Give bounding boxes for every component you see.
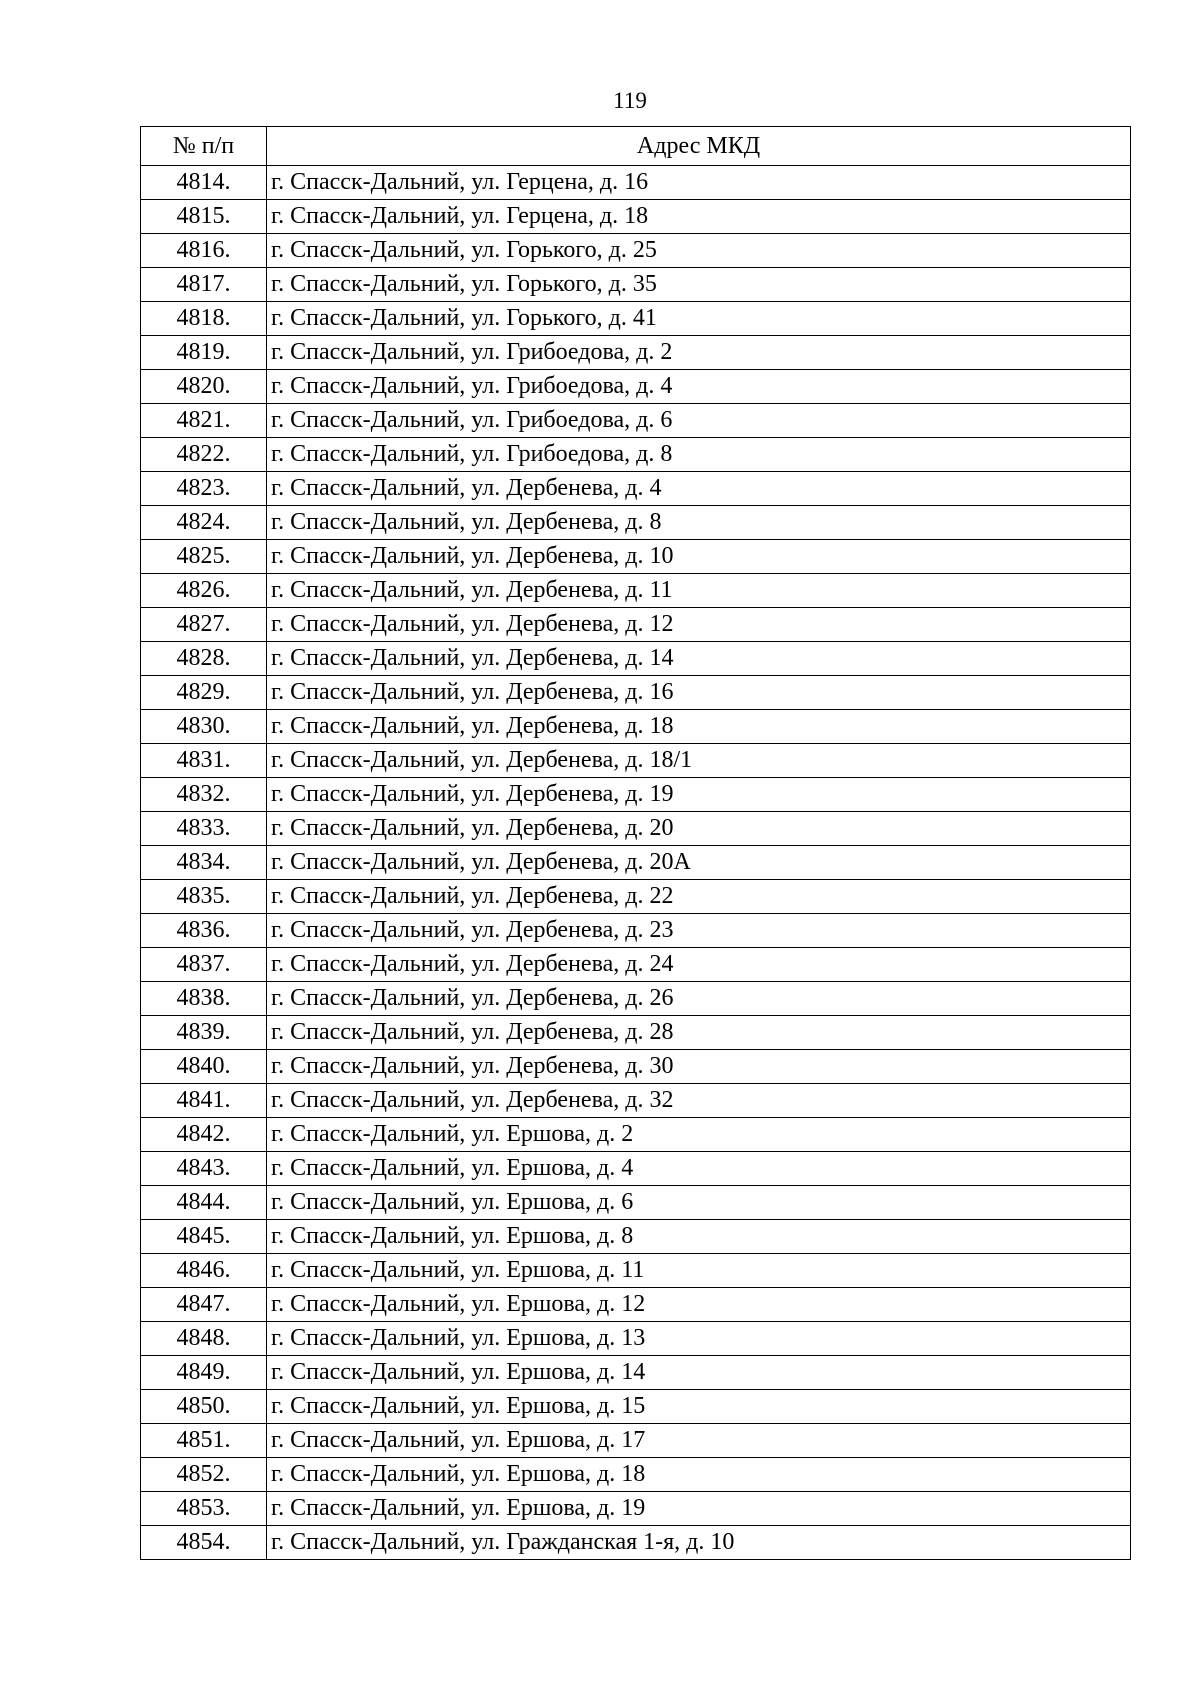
row-address: г. Спасск-Дальний, ул. Ершова, д. 13 [267,1322,1131,1356]
row-number: 4819. [141,336,267,370]
table-row [141,1356,1131,1390]
row-address: г. Спасск-Дальний, ул. Ершова, д. 2 [267,1118,1131,1152]
table-row [141,302,1131,336]
row-address: г. Спасск-Дальний, ул. Грибоедова, д. 8 [267,438,1131,472]
row-number: 4838. [141,982,267,1016]
table-row [141,1254,1131,1288]
table-row [141,676,1131,710]
row-address: г. Спасск-Дальний, ул. Ершова, д. 12 [267,1288,1131,1322]
table-row [141,608,1131,642]
table-row [141,1322,1131,1356]
row-address: г. Спасск-Дальний, ул. Грибоедова, д. 2 [267,336,1131,370]
row-number: 4832. [141,778,267,812]
row-number: 4851. [141,1424,267,1458]
row-number: 4843. [141,1152,267,1186]
table-row [141,234,1131,268]
table-row [141,1050,1131,1084]
row-number: 4845. [141,1220,267,1254]
row-number: 4822. [141,438,267,472]
row-address: г. Спасск-Дальний, ул. Ершова, д. 17 [267,1424,1131,1458]
row-address: г. Спасск-Дальний, ул. Ершова, д. 8 [267,1220,1131,1254]
row-address: г. Спасск-Дальний, ул. Дербенева, д. 28 [267,1016,1131,1050]
table-row [141,846,1131,880]
row-number: 4841. [141,1084,267,1118]
table-row [141,982,1131,1016]
table-row [141,812,1131,846]
row-number: 4826. [141,574,267,608]
table-row [141,472,1131,506]
row-address: г. Спасск-Дальний, ул. Дербенева, д. 32 [267,1084,1131,1118]
row-number: 4846. [141,1254,267,1288]
table-row [141,1492,1131,1526]
row-address: г. Спасск-Дальний, ул. Ершова, д. 4 [267,1152,1131,1186]
table-row [141,540,1131,574]
row-number: 4842. [141,1118,267,1152]
row-address: г. Спасск-Дальний, ул. Дербенева, д. 18/1 [267,744,1131,778]
row-number: 4818. [141,302,267,336]
row-address: г. Спасск-Дальний, ул. Дербенева, д. 22 [267,880,1131,914]
row-address: г. Спасск-Дальний, ул. Герцена, д. 16 [267,166,1131,200]
table-row [141,1084,1131,1118]
row-number: 4835. [141,880,267,914]
row-number: 4849. [141,1356,267,1390]
header-address: Адрес МКД [267,127,1131,166]
row-number: 4848. [141,1322,267,1356]
table-row [141,268,1131,302]
table-row [141,1118,1131,1152]
row-address: г. Спасск-Дальний, ул. Дербенева, д. 26 [267,982,1131,1016]
row-number: 4824. [141,506,267,540]
table-row [141,438,1131,472]
row-address: г. Спасск-Дальний, ул. Дербенева, д. 30 [267,1050,1131,1084]
row-number: 4815. [141,200,267,234]
row-number: 4836. [141,914,267,948]
table-header [141,127,1131,166]
table-row [141,1424,1131,1458]
table-row [141,404,1131,438]
row-number: 4816. [141,234,267,268]
row-address: г. Спасск-Дальний, ул. Ершова, д. 15 [267,1390,1131,1424]
row-number: 4834. [141,846,267,880]
row-address: г. Спасск-Дальний, ул. Герцена, д. 18 [267,200,1131,234]
header-number: № п/п [141,127,267,166]
row-number: 4821. [141,404,267,438]
row-number: 4833. [141,812,267,846]
row-address: г. Спасск-Дальний, ул. Дербенева, д. 10 [267,540,1131,574]
table-row [141,880,1131,914]
row-number: 4825. [141,540,267,574]
row-number: 4820. [141,370,267,404]
table-row [141,1152,1131,1186]
table-row [141,642,1131,676]
row-number: 4814. [141,166,267,200]
row-address: г. Спасск-Дальний, ул. Гражданская 1-я, д. 10 [267,1526,1131,1560]
row-number: 4854. [141,1526,267,1560]
table-row [141,778,1131,812]
table-row [141,710,1131,744]
row-address: г. Спасск-Дальний, ул. Дербенева, д. 23 [267,914,1131,948]
row-number: 4827. [141,608,267,642]
table-row [141,370,1131,404]
row-address: г. Спасск-Дальний, ул. Дербенева, д. 20А [267,846,1131,880]
row-address: г. Спасск-Дальний, ул. Ершова, д. 11 [267,1254,1131,1288]
row-number: 4823. [141,472,267,506]
row-address: г. Спасск-Дальний, ул. Ершова, д. 14 [267,1356,1131,1390]
row-address: г. Спасск-Дальний, ул. Горького, д. 25 [267,234,1131,268]
row-number: 4853. [141,1492,267,1526]
table-row [141,336,1131,370]
table-row [141,1186,1131,1220]
table-row [141,1288,1131,1322]
table-row [141,914,1131,948]
table-row [141,1458,1131,1492]
row-address: г. Спасск-Дальний, ул. Дербенева, д. 19 [267,778,1131,812]
table-row [141,948,1131,982]
row-number: 4830. [141,710,267,744]
row-number: 4852. [141,1458,267,1492]
row-address: г. Спасск-Дальний, ул. Дербенева, д. 20 [267,812,1131,846]
row-number: 4837. [141,948,267,982]
row-address: г. Спасск-Дальний, ул. Ершова, д. 19 [267,1492,1131,1526]
table-row [141,1526,1131,1560]
row-number: 4844. [141,1186,267,1220]
row-number: 4850. [141,1390,267,1424]
header-row [141,127,1131,166]
row-number: 4847. [141,1288,267,1322]
page-number: 119 [613,88,647,113]
row-number: 4839. [141,1016,267,1050]
row-address: г. Спасск-Дальний, ул. Дербенева, д. 16 [267,676,1131,710]
row-number: 4840. [141,1050,267,1084]
table-body [141,166,1131,1560]
table-row [141,1390,1131,1424]
row-address: г. Спасск-Дальний, ул. Грибоедова, д. 4 [267,370,1131,404]
address-table [140,126,1131,1560]
row-address: г. Спасск-Дальний, ул. Дербенева, д. 11 [267,574,1131,608]
row-number: 4831. [141,744,267,778]
row-address: г. Спасск-Дальний, ул. Дербенева, д. 4 [267,472,1131,506]
table-row [141,506,1131,540]
row-address: г. Спасск-Дальний, ул. Дербенева, д. 24 [267,948,1131,982]
row-number: 4817. [141,268,267,302]
row-address: г. Спасск-Дальний, ул. Горького, д. 35 [267,268,1131,302]
table-row [141,574,1131,608]
row-address: г. Спасск-Дальний, ул. Дербенева, д. 8 [267,506,1131,540]
table-row [141,1220,1131,1254]
table-row [141,1016,1131,1050]
row-address: г. Спасск-Дальний, ул. Ершова, д. 18 [267,1458,1131,1492]
table-row [141,200,1131,234]
table-row [141,744,1131,778]
row-address: г. Спасск-Дальний, ул. Грибоедова, д. 6 [267,404,1131,438]
row-address: г. Спасск-Дальний, ул. Дербенева, д. 14 [267,642,1131,676]
row-address: г. Спасск-Дальний, ул. Ершова, д. 6 [267,1186,1131,1220]
row-address: г. Спасск-Дальний, ул. Дербенева, д. 12 [267,608,1131,642]
row-address: г. Спасск-Дальний, ул. Дербенева, д. 18 [267,710,1131,744]
row-address: г. Спасск-Дальний, ул. Горького, д. 41 [267,302,1131,336]
row-number: 4828. [141,642,267,676]
table-row [141,166,1131,200]
row-number: 4829. [141,676,267,710]
